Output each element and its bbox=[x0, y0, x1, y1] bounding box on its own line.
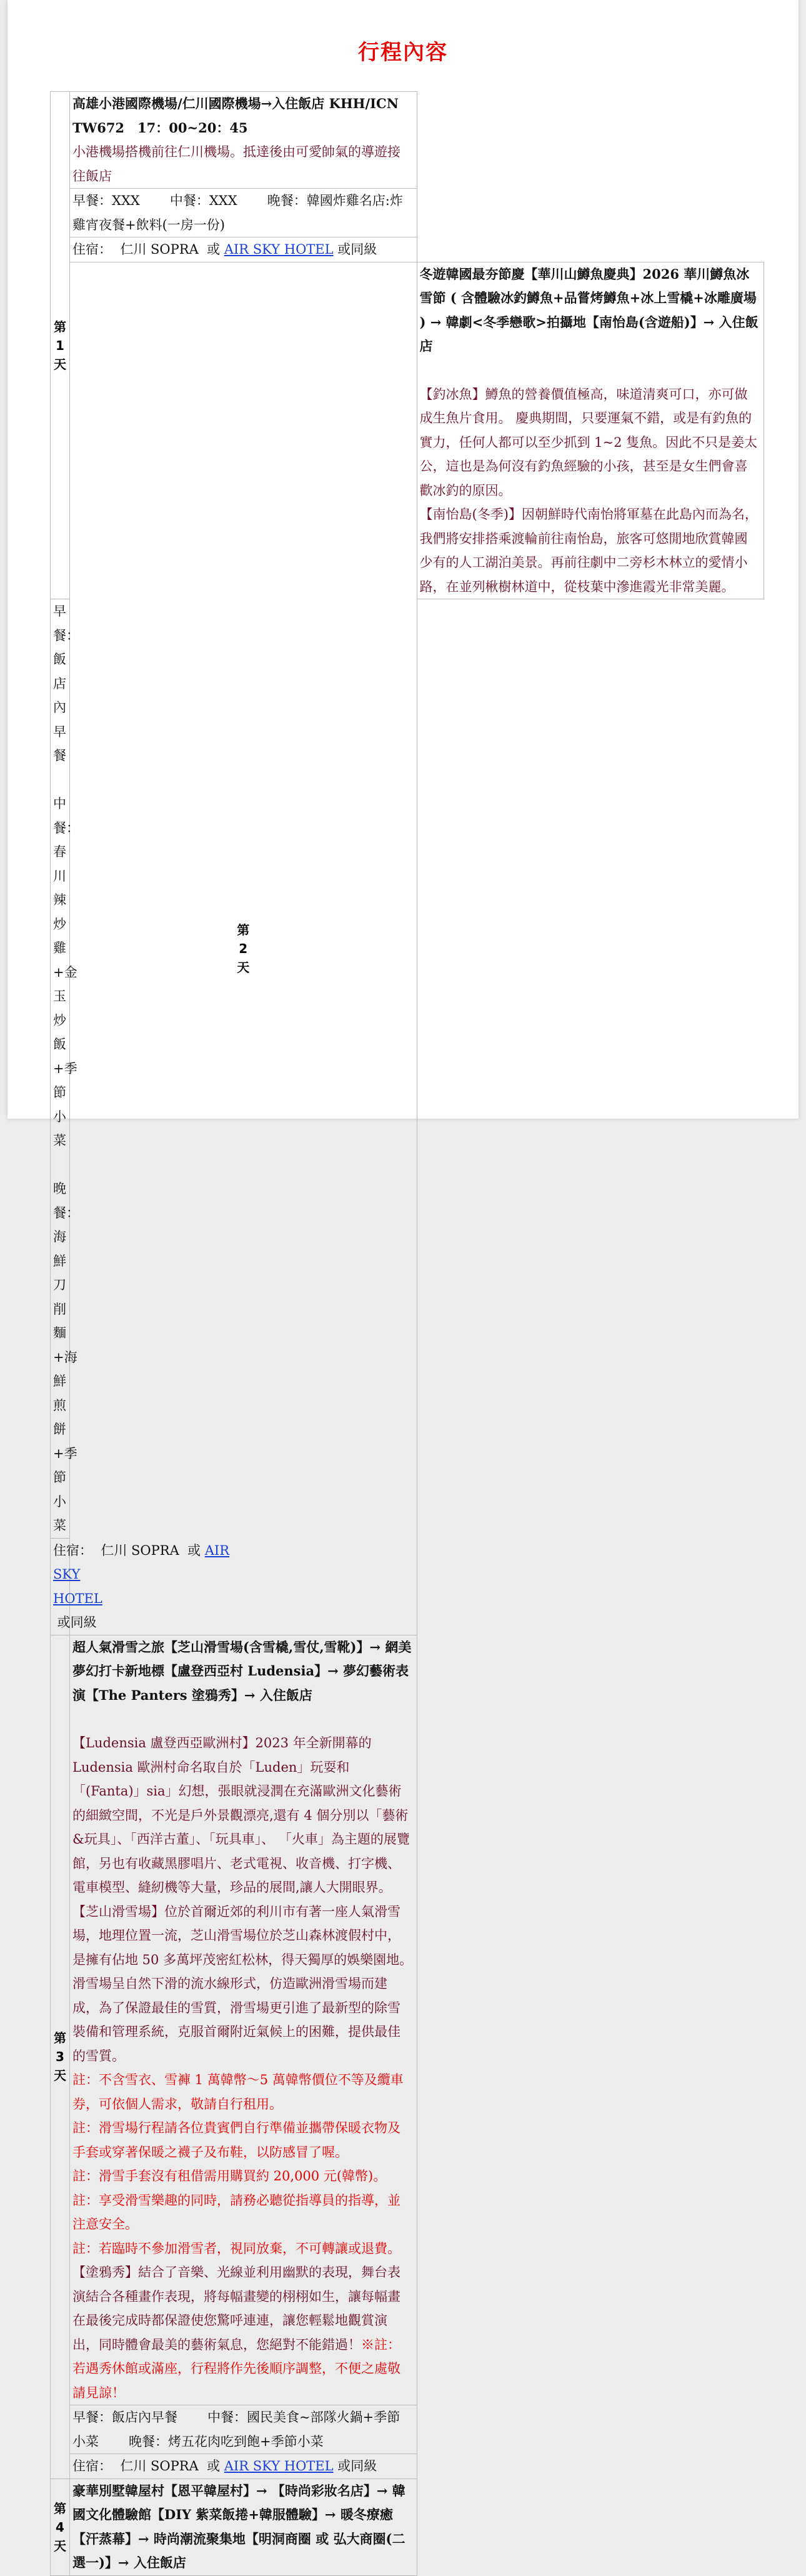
day2-heading: 冬遊韓國最夯節慶【華川山鱒魚慶典】2026 華川鱒魚冰雪節 ( 含體驗冰釣鱒魚+品嘗烤鱒魚+冰上雪橇+冰雕廣場 ) → 韓劇<冬季戀歌>拍攝地【南怡島(含遊船)】→ 入住飯店 bbox=[419, 266, 759, 354]
lunch: 中餐：春川辣炒雞+金玉炒飯+季節小菜 bbox=[53, 796, 79, 1148]
page-title: 行程內容 bbox=[358, 40, 448, 65]
table-row bbox=[51, 92, 764, 189]
day3-paragraph: 【Ludensia 盧登西亞歐洲村】2023 年全新開幕的 Ludensia 歐洲村命名取自於「Luden」玩耍和「(Fanta)」sia」幻想，張眼就浸潤在充滿歐洲文化藝術的細緻空間，不光是戶外景觀漂亮,還有 4 個分別以「藝術&玩具」、「西洋古董」、「玩具車」、 「火車」為主題的展覽館，另也有收藏黑膠唱片、老式電視、收音機、打字機、電車模型、縫紉機等大量，珍品的展間,讓人大開眼界。 bbox=[72, 1735, 410, 1895]
lunch: 中餐：XXX bbox=[169, 193, 237, 208]
note: 註：若臨時不參加滑雪者，視同放棄，不可轉讓或退費。 bbox=[72, 2240, 401, 2256]
day-label-1: 第 1 天 bbox=[51, 92, 70, 599]
day3-paragraph: 【芝山滑雪場】位於首爾近郊的利川市有著一座人氣滑雪場，地理位置一流，芝山滑雪場位於芝山森林渡假村中，是擁有佔地 50 多萬坪茂密紅松林，得天獨厚的娛樂園地。滑雪場呈自然下滑的流水線形式，仿造歐洲滑雪場而建成，為了保證最佳的雪質，滑雪場更引進了最新型的除雪裝備和管理系統，克服首爾附近氣候上的困難，提供最佳的雪質。 bbox=[72, 1904, 413, 2064]
breakfast: 早餐：XXX bbox=[72, 193, 140, 208]
day4-content bbox=[70, 2479, 417, 2575]
day2-paragraph: 【釣冰魚】鱒魚的營養價值極高，味道清爽可口，亦可做成生魚片食用。 慶典期間，只要運氣不錯，或是有釣魚的實力，任何人都可以至少抓到 1~2 隻魚。因此不只是姜太公，這也是為何沒有釣魚經驗的小孩，甚至是女生們會喜歡冰釣的原因。 bbox=[419, 386, 758, 498]
table-row bbox=[51, 237, 764, 262]
day3-paragraph: 【塗鴉秀】結合了音樂、光線並利用幽默的表現，舞台表演結合各種畫作表現，將每幅畫變的栩栩如生，讓每幅畫在最後完成時都保證使您驚呼連連，讓您輕鬆地觀賞演出，同時體會最美的藝術氣息，您絕對不能錯過！※註：若遇秀休館或滿座，行程將作先後順序調整，不便之處敬請見諒！ bbox=[72, 2265, 401, 2400]
day2-paragraph: 【南怡島(冬季)】因朝鮮時代南怡將軍墓在此島內而為名，我們將安排搭乘渡輪前往南怡島，旅客可悠閒地欣賞韓國少有的人工湖泊美景。再前往劇中二旁杉木林立的愛情小路，在並列楸樹林道中，從枝葉中滲進霞光非常美麗。 bbox=[419, 507, 758, 594]
breakfast: 早餐：飯店內早餐 bbox=[53, 604, 79, 763]
note: ※註：若遇秀休館或滿座，行程將作先後順序調整，不便之處敬請見諒！ bbox=[72, 2337, 401, 2400]
day-label-2: 第 2 天 bbox=[70, 262, 417, 1635]
lunch: 中餐：國民美食~部隊火鍋+季節小菜 bbox=[72, 2410, 401, 2449]
breakfast: 早餐：飯店內早餐 bbox=[72, 2410, 177, 2425]
itinerary-table bbox=[50, 91, 764, 2576]
hotel-link[interactable]: AIR SKY HOTEL bbox=[53, 1542, 230, 1606]
note: 註：滑雪手套沒有租借需用購買約 20,000 元(韓幣)。 bbox=[72, 2169, 387, 2184]
day4-heading: 豪華別墅韓屋村【恩平韓屋村】→ 【時尚彩妝名店】→ 韓國文化體驗館【DIY 紫菜飯捲+韓服體驗】→ 暖冬療癒【汗蒸幕】→ 時尚潮流聚集地【明洞商圈 或 弘大商圈(二選一)】→ 入住飯店 bbox=[72, 2482, 405, 2570]
dinner: 晚餐：韓國炸雞名店:炸雞宵夜餐+飲料(一房一份) bbox=[72, 193, 403, 232]
hotel-link[interactable]: AIR SKY HOTEL bbox=[224, 2459, 334, 2474]
day2-meals bbox=[51, 599, 79, 1539]
table-row bbox=[51, 2405, 764, 2454]
table-row bbox=[51, 189, 764, 237]
day1-description: 小港機場搭機前往仁川機場。抵達後由可愛帥氣的導遊接往飯店 bbox=[72, 144, 401, 184]
day-label-3: 第 3 天 bbox=[51, 1635, 70, 2479]
day3-heading: 超人氣滑雪之旅【芝山滑雪場(含雪橇,雪仗,雪靴)】→ 網美夢幻打卡新地標【盧登西亞村 Ludensia】→ 夢幻藝術表演【The Panters 塗鴉秀】→ 入住飯店 bbox=[72, 1639, 412, 1703]
day2-content bbox=[417, 262, 764, 599]
day3-meals bbox=[70, 2405, 417, 2454]
day-label-4: 第 4 天 bbox=[51, 2479, 70, 2575]
table-row bbox=[51, 262, 764, 599]
table-row bbox=[51, 1635, 764, 2405]
note: 註：不含雪衣、雪褲 1 萬韓幣～5 萬韓幣價位不等及纜車券，可依個人需求，敬請自行租用。 bbox=[72, 2072, 404, 2112]
day2-hotel: 住宿： 仁川 SOPRA 或 AIR SKY HOTEL 或同級 bbox=[51, 1538, 70, 1635]
dinner: 晚餐：烤五花肉吃到飽+季節小菜 bbox=[129, 2434, 324, 2449]
dinner: 晚餐：海鮮刀削麵+海鮮煎餅+季節小菜 bbox=[53, 1181, 79, 1533]
note: 註：滑雪場行程請各位貴賓們自行準備並攜帶保暖衣物及手套或穿著保暖之襪子及布鞋，以防感冒了喔。 bbox=[72, 2120, 401, 2160]
table-row bbox=[51, 2454, 764, 2479]
day1-heading: 高雄小港國際機場/仁川國際機場→入住飯店 KHH/ICN TW672 17：00~20：45 小港機場搭機前往仁川機場。抵達後由可愛帥氣的導遊接往飯店 bbox=[70, 92, 417, 189]
day3-hotel: 住宿： 仁川 SOPRA 或 AIR SKY HOTEL 或同級 bbox=[70, 2454, 417, 2479]
hotel-link[interactable]: AIR SKY HOTEL bbox=[224, 242, 334, 257]
document-page bbox=[7, 0, 799, 2570]
day1-hotel: 住宿： 仁川 SOPRA 或 AIR SKY HOTEL 或同級 bbox=[70, 237, 417, 262]
day1-meals bbox=[70, 189, 417, 237]
note: 註：享受滑雪樂趣的同時，請務必聽從指導員的指導，並注意安全。 bbox=[72, 2192, 401, 2232]
table-row bbox=[51, 2479, 764, 2575]
day3-content bbox=[70, 1635, 417, 2405]
